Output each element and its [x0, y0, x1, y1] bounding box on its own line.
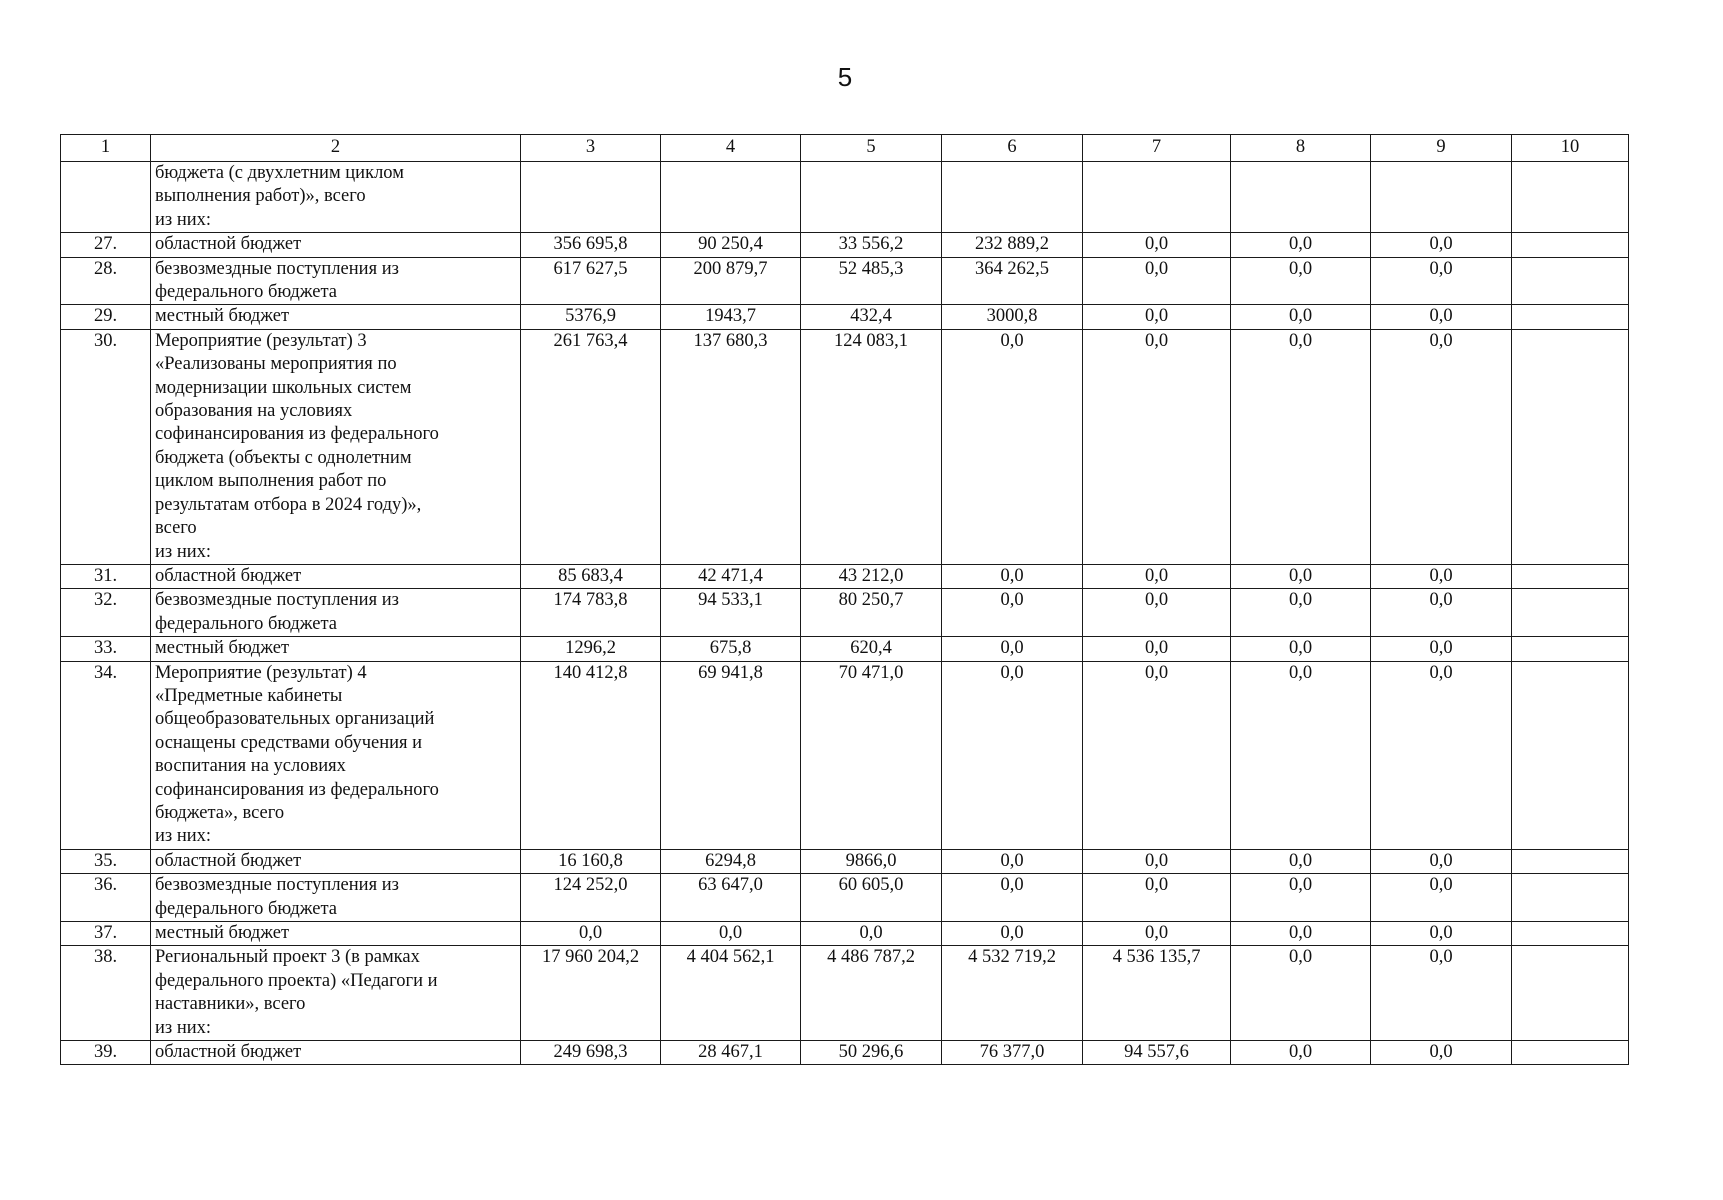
row-description: [151, 233, 521, 257]
description-line: из них:: [155, 541, 212, 562]
row-number: 27.: [61, 233, 151, 257]
value-cell-col-7: 94 557,6: [1083, 1041, 1231, 1065]
value-cell-col-9: 0,0: [1371, 874, 1512, 922]
description-line: областной бюджет: [155, 850, 302, 871]
value-cell-col-3: 5376,9: [521, 305, 661, 329]
description-line: циклом выполнения работ по: [155, 471, 387, 492]
row-description: [151, 589, 521, 637]
value-cell-col-8: 0,0: [1231, 1041, 1371, 1065]
value-cell-col-5: 124 083,1: [801, 329, 942, 564]
value-cell-col-9: 0,0: [1371, 661, 1512, 849]
value-cell-col-9: 0,0: [1371, 329, 1512, 564]
value-cell-col-5: [801, 162, 942, 233]
description-line: бюджета», всего: [155, 802, 285, 823]
value-cell-col-7: 0,0: [1083, 564, 1231, 588]
value-cell-col-4: 42 471,4: [661, 564, 801, 588]
row-description: [151, 162, 521, 233]
description-line: результатам отбора в 2024 году)»,: [155, 494, 422, 515]
value-cell-col-7: 0,0: [1083, 922, 1231, 946]
value-cell-col-4: 6294,8: [661, 849, 801, 873]
description-line: софинансирования из федерального: [155, 424, 439, 445]
table-row: [61, 257, 1629, 305]
table-body: [61, 162, 1629, 1065]
row-description: [151, 329, 521, 564]
description-line: федерального бюджета: [155, 613, 338, 634]
value-cell-col-7: 0,0: [1083, 257, 1231, 305]
value-cell-col-4: 90 250,4: [661, 233, 801, 257]
value-cell-col-10: [1512, 233, 1629, 257]
description-line: безвозмездные поступления из: [155, 590, 399, 611]
value-cell-col-9: 0,0: [1371, 637, 1512, 661]
description-line: бюджета (объекты с однолетним: [155, 447, 412, 468]
value-cell-col-9: 0,0: [1371, 257, 1512, 305]
value-cell-col-4: 675,8: [661, 637, 801, 661]
table-row: [61, 661, 1629, 849]
value-cell-col-8: 0,0: [1231, 874, 1371, 922]
value-cell-col-6: 4 532 719,2: [942, 946, 1083, 1041]
column-header: 5: [801, 135, 942, 162]
value-cell-col-8: [1231, 162, 1371, 233]
description-line: из них:: [155, 826, 212, 847]
description-line: областной бюджет: [155, 1042, 302, 1063]
row-description: [151, 564, 521, 588]
value-cell-col-8: 0,0: [1231, 329, 1371, 564]
value-cell-col-9: 0,0: [1371, 305, 1512, 329]
value-cell-col-7: 0,0: [1083, 874, 1231, 922]
value-cell-col-3: 174 783,8: [521, 589, 661, 637]
column-header: 2: [151, 135, 521, 162]
value-cell-col-10: [1512, 589, 1629, 637]
value-cell-col-10: [1512, 564, 1629, 588]
description-line: из них:: [155, 209, 212, 230]
value-cell-col-7: 0,0: [1083, 849, 1231, 873]
value-cell-col-7: 0,0: [1083, 637, 1231, 661]
page-number: 5: [837, 62, 853, 92]
value-cell-col-6: 0,0: [942, 564, 1083, 588]
value-cell-col-6: 0,0: [942, 922, 1083, 946]
description-line: бюджета (с двухлетним циклом: [155, 163, 404, 183]
value-cell-col-10: [1512, 329, 1629, 564]
value-cell-col-4: 137 680,3: [661, 329, 801, 564]
row-number: 38.: [61, 946, 151, 1041]
value-cell-col-3: 249 698,3: [521, 1041, 661, 1065]
row-number: 32.: [61, 589, 151, 637]
row-number: 31.: [61, 564, 151, 588]
value-cell-col-4: 1943,7: [661, 305, 801, 329]
table-row: [61, 874, 1629, 922]
row-description: [151, 946, 521, 1041]
description-line: оснащены средствами обучения и: [155, 732, 423, 753]
value-cell-col-5: 33 556,2: [801, 233, 942, 257]
value-cell-col-10: [1512, 849, 1629, 873]
table-row: [61, 305, 1629, 329]
description-line: образования на условиях: [155, 401, 353, 422]
value-cell-col-10: [1512, 637, 1629, 661]
description-line: местный бюджет: [155, 306, 290, 327]
value-cell-col-3: 17 960 204,2: [521, 946, 661, 1041]
value-cell-col-8: 0,0: [1231, 922, 1371, 946]
value-cell-col-8: 0,0: [1231, 233, 1371, 257]
value-cell-col-7: 0,0: [1083, 589, 1231, 637]
row-number: [61, 162, 151, 233]
column-header: 1: [61, 135, 151, 162]
table-row: [61, 564, 1629, 588]
value-cell-col-6: 0,0: [942, 329, 1083, 564]
table-row: [61, 922, 1629, 946]
value-cell-col-3: 617 627,5: [521, 257, 661, 305]
row-description: [151, 257, 521, 305]
value-cell-col-4: [661, 162, 801, 233]
column-header: 7: [1083, 135, 1231, 162]
value-cell-col-5: 0,0: [801, 922, 942, 946]
value-cell-col-5: 432,4: [801, 305, 942, 329]
column-header: 3: [521, 135, 661, 162]
value-cell-col-6: 0,0: [942, 661, 1083, 849]
value-cell-col-10: [1512, 661, 1629, 849]
value-cell-col-8: 0,0: [1231, 564, 1371, 588]
row-description: [151, 922, 521, 946]
value-cell-col-9: 0,0: [1371, 1041, 1512, 1065]
column-header: 9: [1371, 135, 1512, 162]
description-line: Мероприятие (результат) 4: [155, 662, 367, 683]
row-number: 30.: [61, 329, 151, 564]
value-cell-col-10: [1512, 257, 1629, 305]
value-cell-col-3: 85 683,4: [521, 564, 661, 588]
value-cell-col-8: 0,0: [1231, 946, 1371, 1041]
value-cell-col-9: [1371, 162, 1512, 233]
description-line: безвозмездные поступления из: [155, 258, 399, 279]
value-cell-col-6: 3000,8: [942, 305, 1083, 329]
description-line: безвозмездные поступления из: [155, 875, 399, 896]
value-cell-col-7: 0,0: [1083, 305, 1231, 329]
value-cell-col-7: 4 536 135,7: [1083, 946, 1231, 1041]
description-line: выполнения работ)», всего: [155, 186, 366, 207]
value-cell-col-6: 0,0: [942, 849, 1083, 873]
value-cell-col-5: 70 471,0: [801, 661, 942, 849]
row-number: 36.: [61, 874, 151, 922]
description-line: местный бюджет: [155, 923, 290, 943]
row-description: [151, 874, 521, 922]
row-number: 33.: [61, 637, 151, 661]
description-line: областной бюджет: [155, 234, 302, 255]
value-cell-col-3: 1296,2: [521, 637, 661, 661]
description-line: Мероприятие (результат) 3: [155, 330, 367, 351]
row-number: 39.: [61, 1041, 151, 1065]
value-cell-col-10: [1512, 1041, 1629, 1065]
value-cell-col-7: 0,0: [1083, 329, 1231, 564]
description-line: софинансирования из федерального: [155, 779, 439, 800]
value-cell-col-10: [1512, 305, 1629, 329]
value-cell-col-5: 620,4: [801, 637, 942, 661]
value-cell-col-6: 0,0: [942, 874, 1083, 922]
value-cell-col-9: 0,0: [1371, 233, 1512, 257]
value-cell-col-6: 0,0: [942, 589, 1083, 637]
value-cell-col-8: 0,0: [1231, 661, 1371, 849]
row-number: 37.: [61, 922, 151, 946]
row-number: 34.: [61, 661, 151, 849]
value-cell-col-3: 261 763,4: [521, 329, 661, 564]
value-cell-col-9: 0,0: [1371, 564, 1512, 588]
description-line: всего: [155, 518, 197, 539]
table-row: [61, 849, 1629, 873]
row-description: [151, 661, 521, 849]
description-line: местный бюджет: [155, 638, 290, 659]
table-row: [61, 162, 1629, 233]
value-cell-col-3: 124 252,0: [521, 874, 661, 922]
value-cell-col-5: 52 485,3: [801, 257, 942, 305]
value-cell-col-5: 4 486 787,2: [801, 946, 942, 1041]
value-cell-col-5: 9866,0: [801, 849, 942, 873]
row-number: 29.: [61, 305, 151, 329]
value-cell-col-8: 0,0: [1231, 305, 1371, 329]
value-cell-col-6: 76 377,0: [942, 1041, 1083, 1065]
value-cell-col-7: [1083, 162, 1231, 233]
description-line: «Предметные кабинеты: [155, 685, 343, 706]
table-row: [61, 637, 1629, 661]
value-cell-col-3: 140 412,8: [521, 661, 661, 849]
table-row: [61, 329, 1629, 564]
table-row: [61, 589, 1629, 637]
value-cell-col-4: 28 467,1: [661, 1041, 801, 1065]
value-cell-col-5: 43 212,0: [801, 564, 942, 588]
value-cell-col-5: 60 605,0: [801, 874, 942, 922]
value-cell-col-5: 50 296,6: [801, 1041, 942, 1065]
value-cell-col-3: 0,0: [521, 922, 661, 946]
value-cell-col-6: [942, 162, 1083, 233]
value-cell-col-3: [521, 162, 661, 233]
value-cell-col-8: 0,0: [1231, 637, 1371, 661]
value-cell-col-9: 0,0: [1371, 922, 1512, 946]
value-cell-col-10: [1512, 874, 1629, 922]
column-header: 6: [942, 135, 1083, 162]
column-header: 10: [1512, 135, 1629, 162]
row-number: 28.: [61, 257, 151, 305]
table-row: [61, 946, 1629, 1041]
description-line: Региональный проект 3 (в рамках: [155, 947, 420, 968]
value-cell-col-4: 200 879,7: [661, 257, 801, 305]
value-cell-col-4: 94 533,1: [661, 589, 801, 637]
value-cell-col-6: 232 889,2: [942, 233, 1083, 257]
description-line: модернизации школьных систем: [155, 377, 412, 398]
row-description: [151, 849, 521, 873]
value-cell-col-7: 0,0: [1083, 661, 1231, 849]
description-line: из них:: [155, 1017, 212, 1038]
description-line: федерального проекта) «Педагоги и: [155, 970, 438, 991]
description-line: воспитания на условиях: [155, 756, 346, 777]
value-cell-col-3: 16 160,8: [521, 849, 661, 873]
value-cell-col-8: 0,0: [1231, 849, 1371, 873]
value-cell-col-6: 364 262,5: [942, 257, 1083, 305]
value-cell-col-5: 80 250,7: [801, 589, 942, 637]
value-cell-col-4: 63 647,0: [661, 874, 801, 922]
value-cell-col-4: 69 941,8: [661, 661, 801, 849]
value-cell-col-6: 0,0: [942, 637, 1083, 661]
column-header: 4: [661, 135, 801, 162]
value-cell-col-7: 0,0: [1083, 233, 1231, 257]
value-cell-col-3: 356 695,8: [521, 233, 661, 257]
description-line: наставники», всего: [155, 994, 306, 1015]
value-cell-col-10: [1512, 162, 1629, 233]
table-row: [61, 233, 1629, 257]
value-cell-col-4: 4 404 562,1: [661, 946, 801, 1041]
row-number: 35.: [61, 849, 151, 873]
row-description: [151, 305, 521, 329]
value-cell-col-9: 0,0: [1371, 946, 1512, 1041]
value-cell-col-9: 0,0: [1371, 849, 1512, 873]
table-row: [61, 1041, 1629, 1065]
budget-table: [60, 134, 1629, 1065]
description-line: федерального бюджета: [155, 898, 338, 919]
value-cell-col-10: [1512, 922, 1629, 946]
description-line: общеобразовательных организаций: [155, 709, 435, 730]
value-cell-col-4: 0,0: [661, 922, 801, 946]
value-cell-col-9: 0,0: [1371, 589, 1512, 637]
description-line: областной бюджет: [155, 565, 302, 586]
row-description: [151, 637, 521, 661]
column-number-row: [61, 135, 1629, 162]
value-cell-col-10: [1512, 946, 1629, 1041]
row-description: [151, 1041, 521, 1065]
value-cell-col-8: 0,0: [1231, 589, 1371, 637]
value-cell-col-8: 0,0: [1231, 257, 1371, 305]
description-line: федерального бюджета: [155, 282, 338, 303]
description-line: «Реализованы мероприятия по: [155, 354, 397, 375]
column-header: 8: [1231, 135, 1371, 162]
